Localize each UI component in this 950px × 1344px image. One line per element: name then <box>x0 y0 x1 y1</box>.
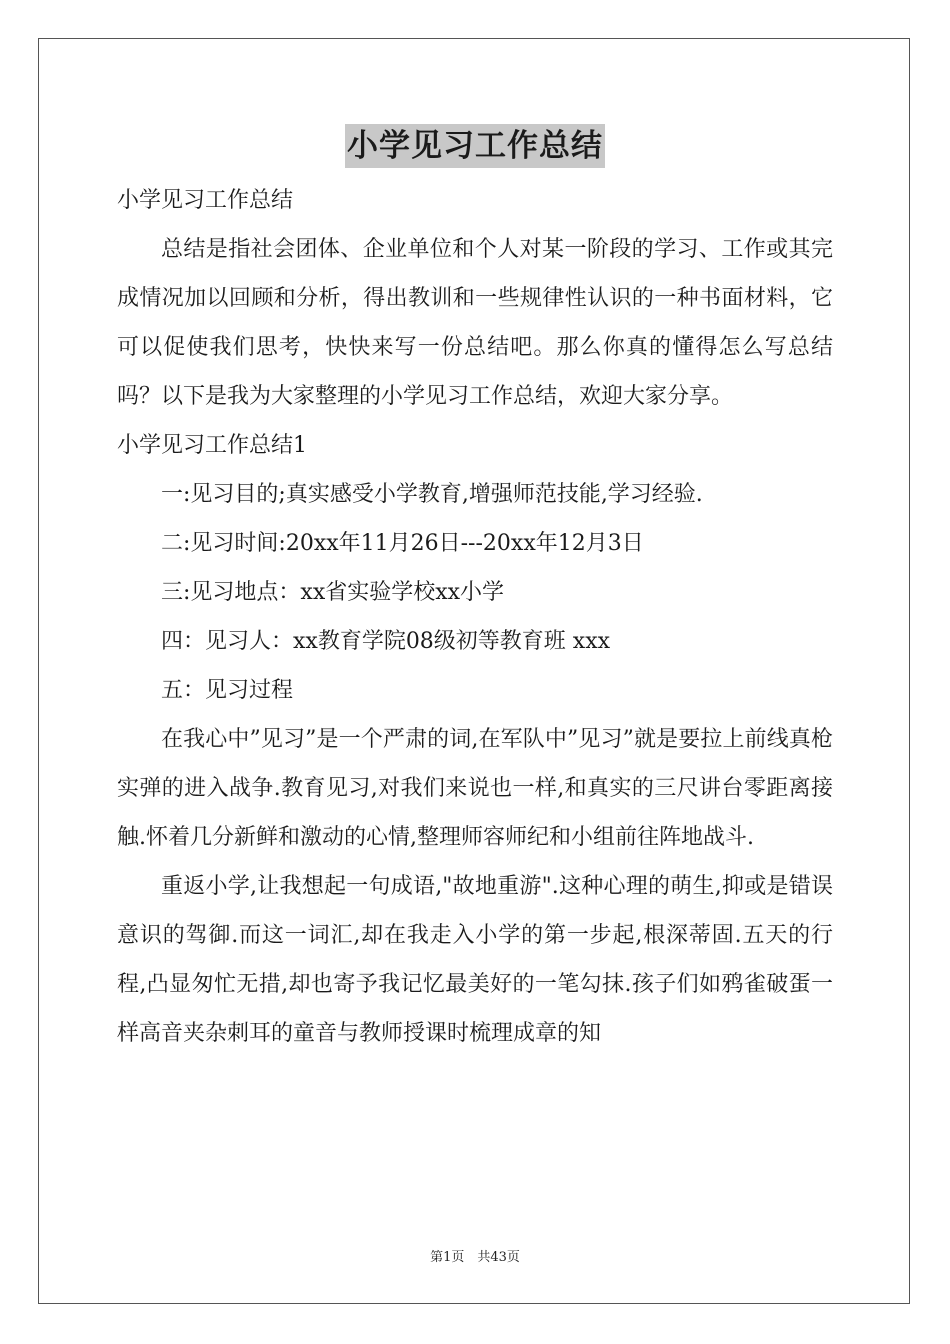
list-item-process: 五：见习过程 <box>161 678 294 703</box>
document-body <box>117 176 833 1058</box>
document-title: 小学见习工作总结 <box>345 124 605 168</box>
body-paragraph: 重返小学,让我想起一句成语,"故地重游".这种心理的萌生,抑或是错误意识的驾御.而这一词汇,却在我走入小学的第一步起,根深蒂固.五天的行程,凸显匆忙无措,却也寄予我记忆最美好的一笔勾抹.孩子们如鸦雀破蛋一样高音夹杂刺耳的童音与教师授课时梳理成章的知 <box>117 874 833 1046</box>
intro-paragraph: 总结是指社会团体、企业单位和个人对某一阶段的学习、工作或其完成情况加以回顾和分析，得出教训和一些规律性认识的一种书面材料，它可以促使我们思考，快快来写一份总结吧。那么你真的懂得怎么写总结吗？以下是我为大家整理的小学见习工作总结，欢迎大家分享。 <box>117 237 833 409</box>
section-heading: 小学见习工作总结1 <box>117 433 307 458</box>
list-item-time: 二:见习时间:20xx年11月26日---20xx年12月3日 <box>161 531 644 556</box>
list-item-location: 三:见习地点：xx省实验学校xx小学 <box>161 580 505 605</box>
page-number: 第1页 共43页 <box>430 1250 520 1265</box>
body-paragraph: 在我心中”见习”是一个严肃的词,在军队中”见习”就是要拉上前线真枪实弹的进入战争.教育见习,对我们来说也一样,和真实的三尺讲台零距离接触.怀着几分新鲜和激动的心情,整理师容师纪和小组前往阵地战斗. <box>117 727 833 850</box>
list-item-purpose: 一:见习目的;真实感受小学教育,增强师范技能,学习经验. <box>161 482 703 507</box>
list-item-person: 四：见习人：xx教育学院08级初等教育班 xxx <box>161 629 611 654</box>
subtitle-paragraph: 小学见习工作总结 <box>117 188 294 213</box>
title-area <box>0 124 950 168</box>
